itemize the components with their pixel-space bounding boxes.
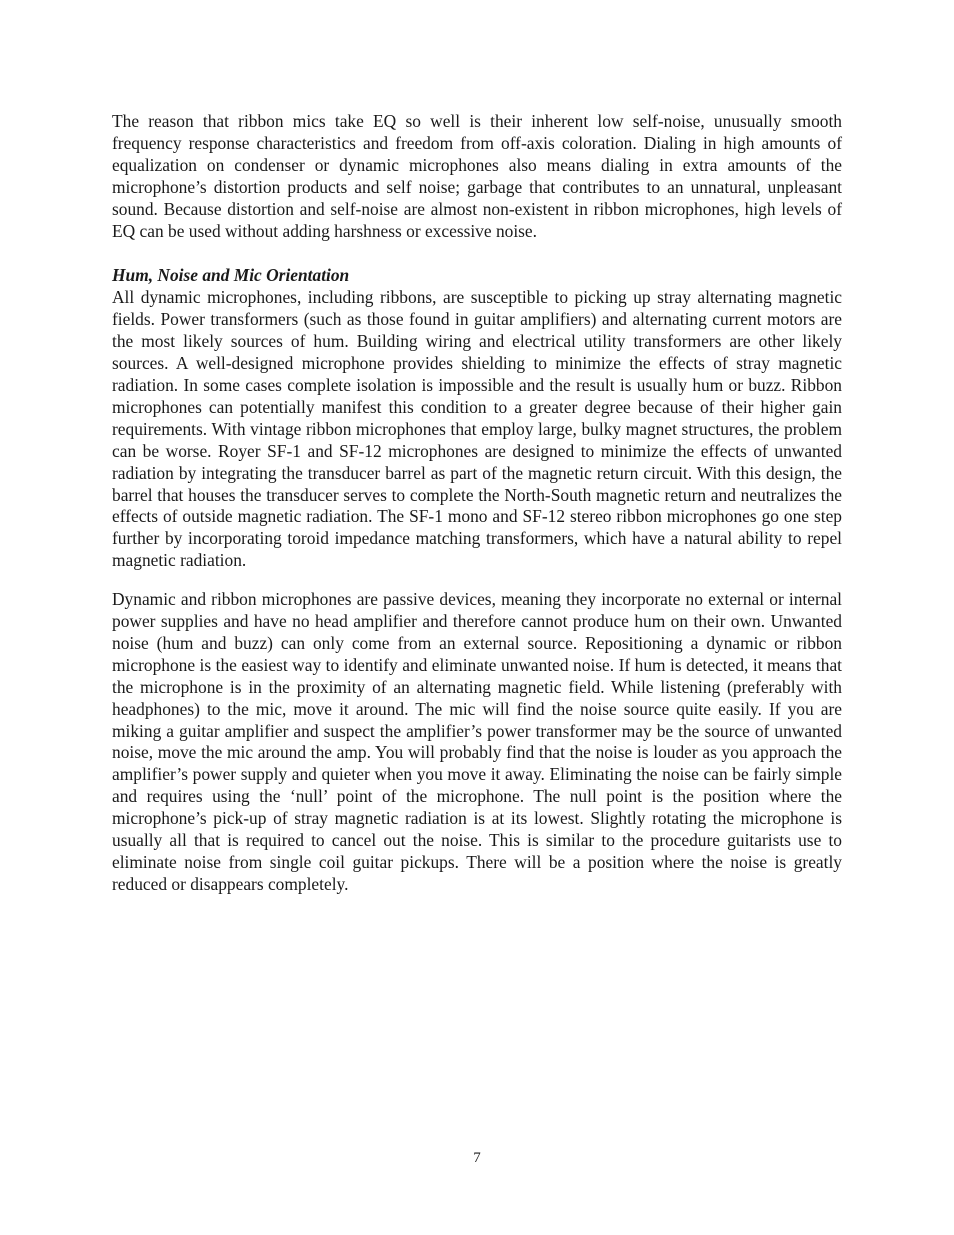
paragraph-eq: The reason that ribbon mics take EQ so well is their inherent low self-noise, unusually smooth frequency response characteristics and freedom from off-axis coloration. Dialing in high amounts of equalization on condenser or dynamic microphones also means dialing in extra amounts of the microphone’s distortion products and self noise; garbage that contributes to an unnatural, unpleasant sound. Because distortion and self-noise are almost non-existent in ribbon microphones, high levels of EQ can be used without adding harshness or excessive noise. <box>112 111 842 241</box>
section-heading-hum-noise: Hum, Noise and Mic Orientation <box>112 265 350 286</box>
paragraph-passive-devices: Dynamic and ribbon microphones are passive devices, meaning they incorporate no external or internal power supplies and have no head amplifier and therefore cannot produce hum on their own. Unwanted noise (hum and buzz) can only come from an external source. Repositioning a dynamic or ribbon microphone is the easiest way to identify and eliminate unwanted noise. If hum is detected, it means that the microphone is in the proximity of an alternating magnetic field. While listening (preferably with headphones) to the mic, move it around. The mic will find the noise source quite easily. If you are miking a guitar amplifier and suspect the amplifier’s power transformer may be the source of unwanted noise, move the mic around the amp. You will probably find that the noise is louder as you approach the amplifier’s power supply and quieter when you move it away. Eliminating the noise can be fairly simple and requires using the ‘null’ point of the microphone. The null point is the position where the microphone’s pick-up of stray magnetic radiation is at its lowest. Slightly rotating the microphone is usually all that is required to cancel out the noise. This is similar to the procedure guitarists use to eliminate noise from single coil guitar pickups. There will be a position where the noise is greatly reduced or disappears completely. <box>112 589 842 894</box>
paragraph-hum: All dynamic microphones, including ribbons, are susceptible to picking up stray alternating magnetic fields. Power transformers (such as those found in guitar amplifiers) and alternating current motors are the most likely sources of hum. Building wiring and electrical utility transformers are other likely sources. A well-designed microphone provides shielding to minimize the effects of stray magnetic radiation. In some cases complete isolation is impossible and the result is usually hum or buzz. Ribbon microphones can potentially manifest this condition to a greater degree because of their higher gain requirements. With vintage ribbon microphones that employ large, bulky magnet structures, the problem can be worse. Royer SF-1 and SF-12 microphones are designed to minimize the effects of unwanted radiation by integrating the transducer barrel as part of the magnetic return circuit. With this design, the barrel that houses the transducer serves to complete the North-South magnetic return and neutralizes the effects of outside magnetic radiation. The SF-1 mono and SF-12 stereo ribbon microphones go one step further by incorporating toroid impedance matching transformers, which have a natural ability to repel magnetic radiation. <box>112 287 842 571</box>
page-body <box>112 111 842 896</box>
page-number: 7 <box>473 1150 481 1166</box>
